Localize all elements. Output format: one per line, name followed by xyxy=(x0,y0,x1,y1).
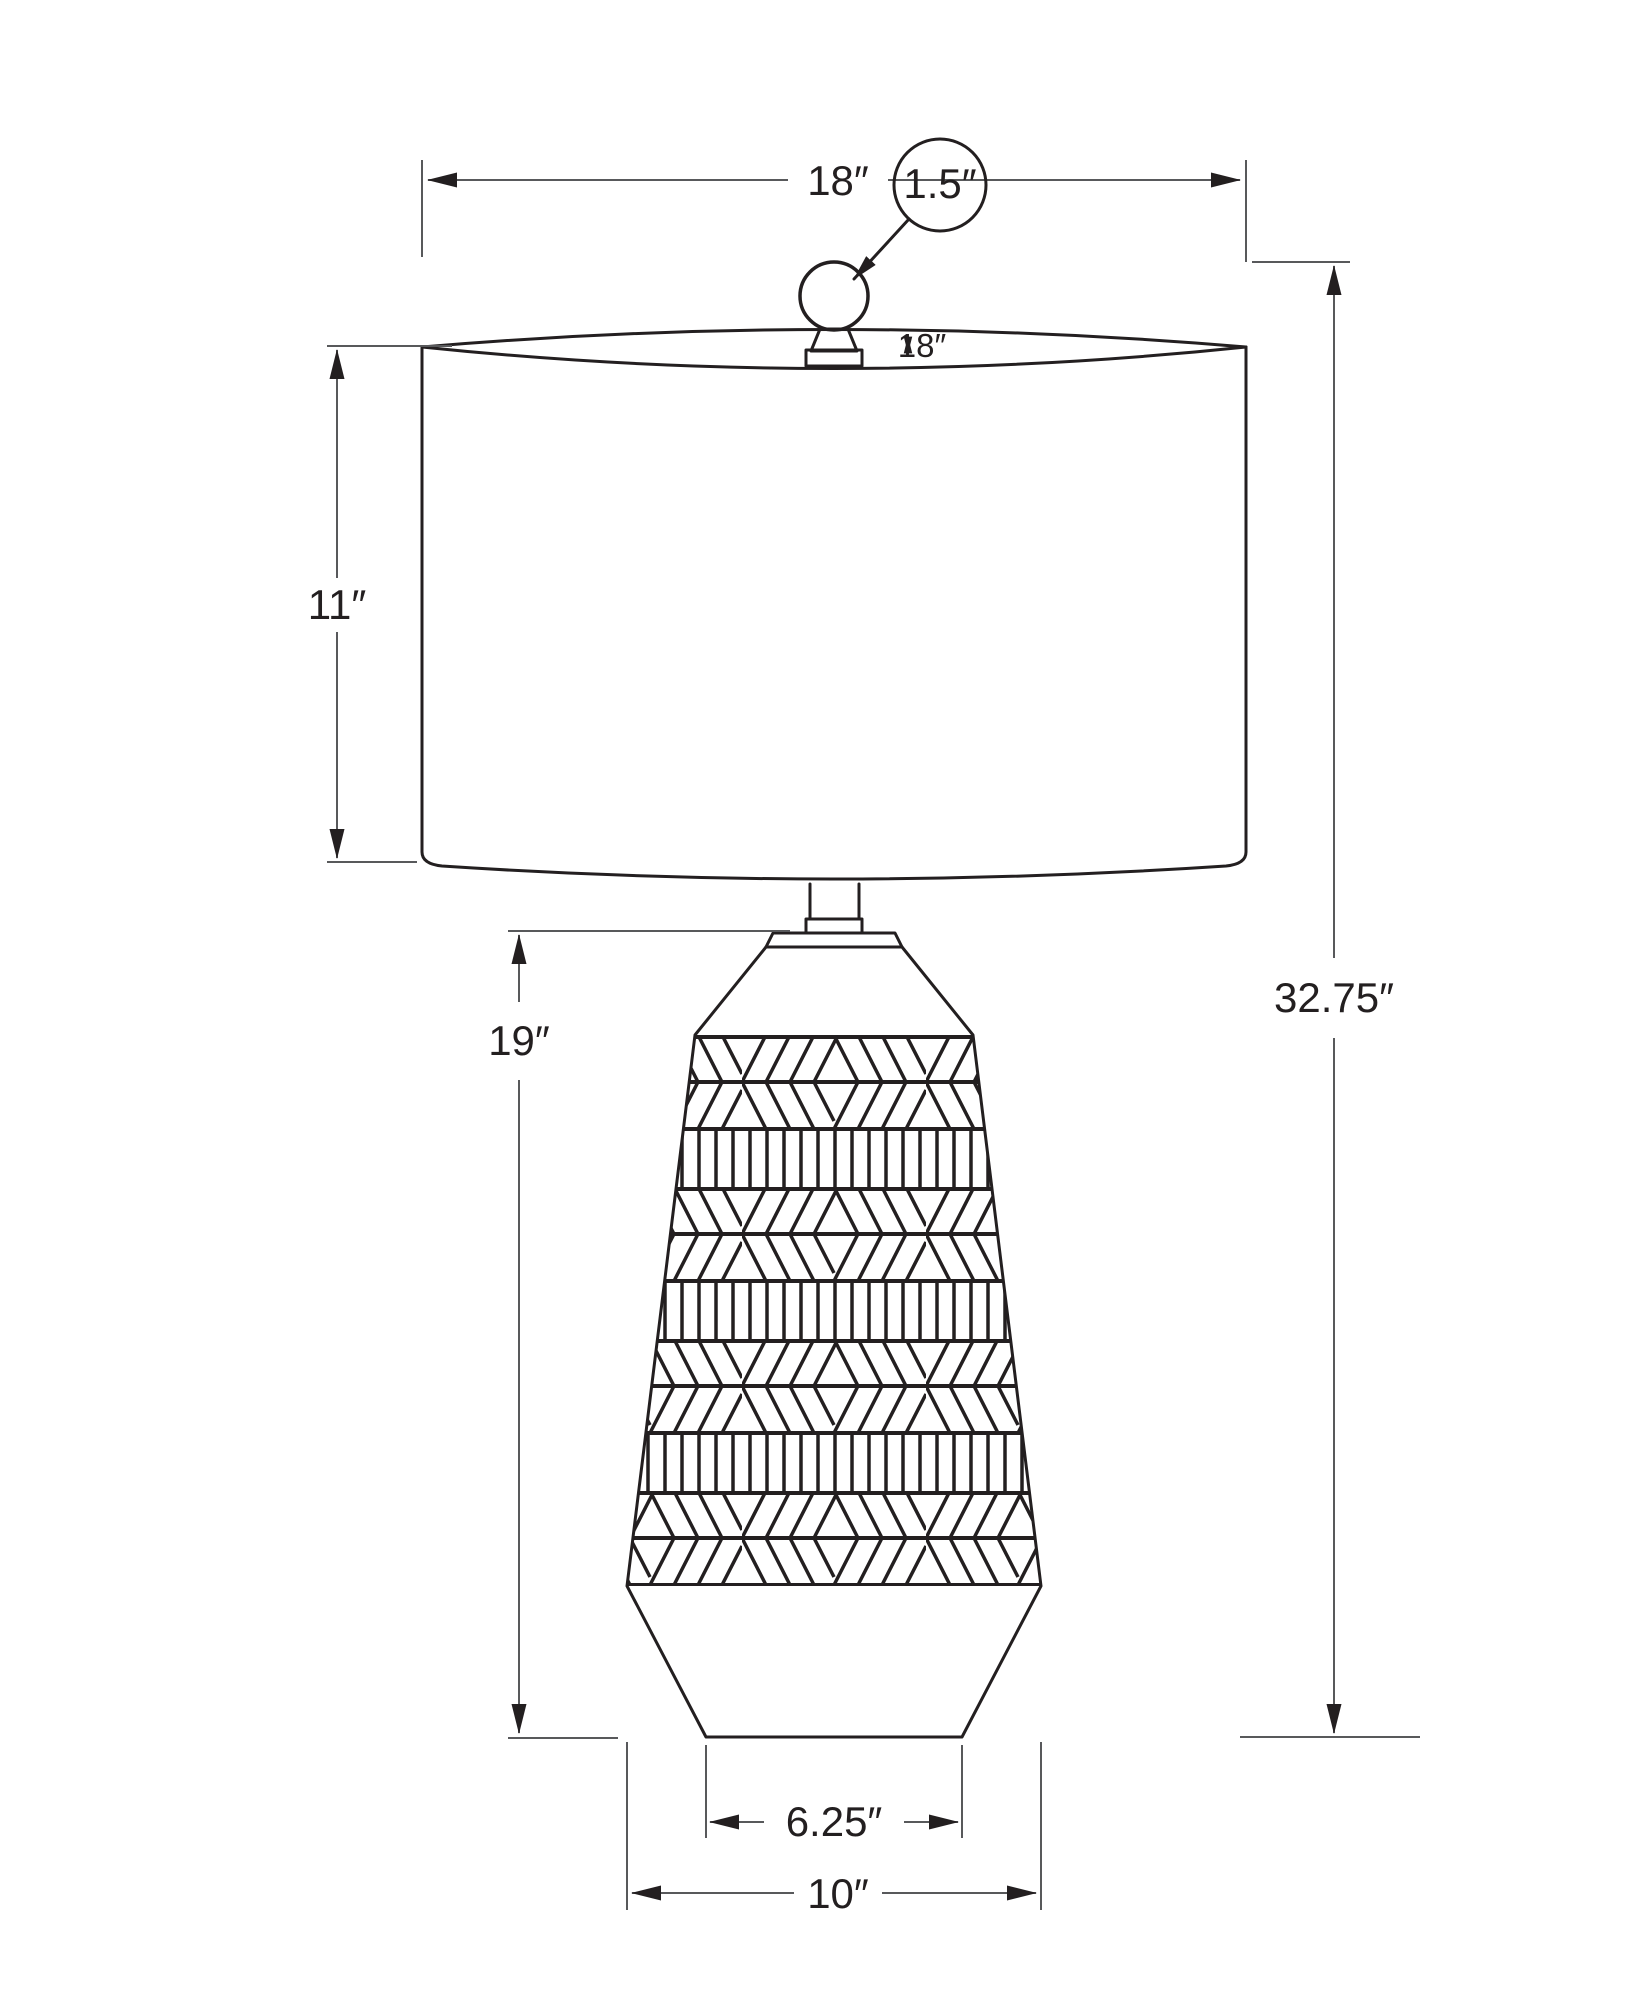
finial-diameter-label: 1.5″ xyxy=(903,160,977,207)
body-height-label: 19″ xyxy=(488,1017,550,1064)
shade-height-label: 11″ xyxy=(307,581,367,628)
shade-diameter-label: 18″ xyxy=(807,157,869,204)
overall-height-label: 32.75″ xyxy=(1274,974,1394,1021)
base-max-width-label: 10″ xyxy=(807,1870,869,1917)
dimension-shade-top xyxy=(898,327,947,364)
base-bottom-width-label: 6.25″ xyxy=(785,1798,883,1845)
shade-top-diameter-label: 18″ xyxy=(897,327,947,364)
